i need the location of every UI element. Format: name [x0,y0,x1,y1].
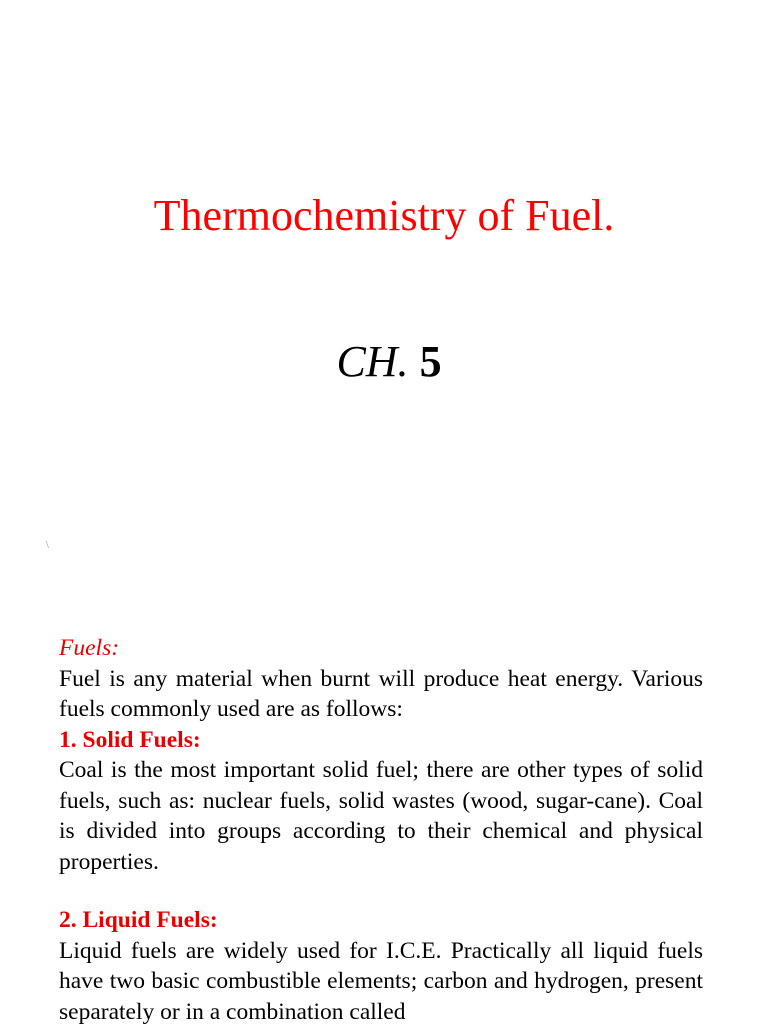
document-body [59,633,703,1027]
section-heading-liquid-fuels: 2. Liquid Fuels: [59,905,703,936]
section-heading-fuels: Fuels: [59,633,703,664]
stray-mark: \ [46,540,49,552]
document-title: Thermochemistry of Fuel. [0,188,768,244]
section-heading-solid-fuels: 1. Solid Fuels: [59,725,703,756]
chapter-prefix: CH. [336,337,408,386]
section-body-fuels: Fuel is any material when burnt will produce heat energy. Various fuels commonly used are as follows: [59,664,703,725]
section-body-solid-fuels: Coal is the most important solid fuel; there are other types of solid fuels, such as: nuclear fuels, solid wastes (wood, sugar-cane). Coal is divided into groups according to their chemical and physical properties. [59,755,703,877]
chapter-number: 5 [420,337,442,386]
section-body-liquid-fuels: Liquid fuels are widely used for I.C.E. Practically all liquid fuels have two basic combustible elements; carbon and hydrogen, present separately or in a combination called [59,936,703,1027]
section-gap [59,877,703,905]
chapter-label [0,332,768,392]
